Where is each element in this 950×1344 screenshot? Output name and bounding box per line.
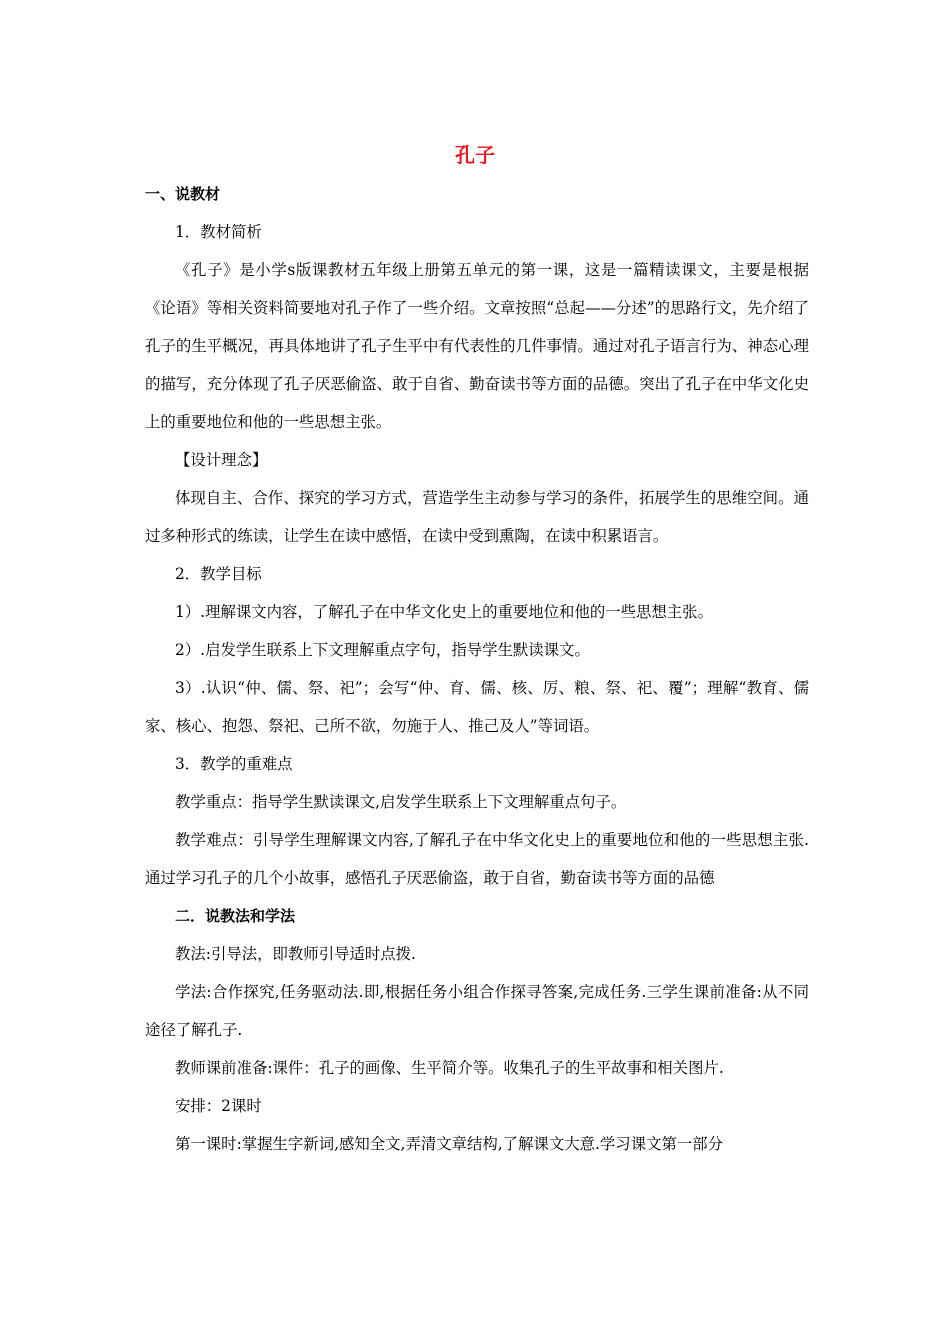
teaching-method-text: 教法:引导法，即教师引导适时点拨.: [175, 945, 416, 963]
arrangement-text: 安排：2课时: [175, 1097, 262, 1115]
section-heading-methods: 二．说教法和学法: [175, 907, 296, 925]
subheading-teaching-goals: 2．教学目标: [175, 565, 262, 583]
difficulty-text: 教学难点：引导学生理解课文内容,了解孔子在中华文化史上的重要地位和他的一些思想主张.通过学习孔子的几个小故事，感悟孔子厌恶偷盗，敢于自省，勤奋读书等方面的品德: [145, 831, 809, 887]
key-point-text: 教学重点：指导学生默读课文,启发学生联系上下文理解重点句子。: [175, 793, 627, 811]
paragraph-design-concept: 体现自主、合作、探究的学习方式，营造学生主动参与学习的条件，拓展学生的思维空间。通过多种形式的练读，让学生在读中感悟，在读中受到熏陶，在读中积累语言。: [145, 489, 809, 545]
goal-item-1: 1）.理解课文内容，了解孔子在中华文化史上的重要地位和他的一些思想主张。: [175, 603, 713, 621]
lesson-one-text: 第一课时:掌握生字新词,感知全文,弄清文章结构,了解课文大意.学习课文第一部分: [175, 1135, 724, 1153]
section-heading-teaching-material: 一、说教材: [145, 185, 221, 203]
learning-method-text: 学法:合作探究,任务驱动法.即,根据任务小组合作探寻答案,完成任务.三学生课前准备:从不同途径了解孔子.: [145, 983, 809, 1039]
document-title: 孔子: [455, 143, 495, 167]
subheading-material-analysis: 1．教材简析: [175, 223, 262, 241]
design-concept-label: 【设计理念】: [175, 451, 268, 469]
goal-item-3: 3）.认识“仲、儒、祭、祀”；会写“仲、育、儒、核、厉、粮、祭、祀、覆”；理解“教育、儒家、核心、抱怨、祭祀、己所不欲，勿施于人、推己及人”等词语。: [145, 679, 809, 735]
teacher-preparation-text: 教师课前准备:课件：孔子的画像、生平简介等。收集孔子的生平故事和相关图片.: [175, 1059, 724, 1077]
subheading-key-difficult-points: 3．教学的重难点: [175, 755, 293, 773]
paragraph-material-analysis: 《孔子》是小学s版课教材五年级上册第五单元的第一课，这是一篇精读课文，主要是根据《论语》等相关资料简要地对孔子作了一些介绍。文章按照“总起——分述”的思路行文，先介绍了孔子的生平概况，再具体地讲了孔子生平中有代表性的几件事情。通过对孔子语言行为、神态心理的描写，充分体现了孔子厌恶偷盗、敢于自省、勤奋读书等方面的品德。突出了孔子在中华文化史上的重要地位和他的一些思想主张。: [145, 261, 809, 431]
document-body: [145, 175, 809, 1163]
goal-item-2: 2）.启发学生联系上下文理解重点字句，指导学生默读课文。: [175, 641, 590, 659]
